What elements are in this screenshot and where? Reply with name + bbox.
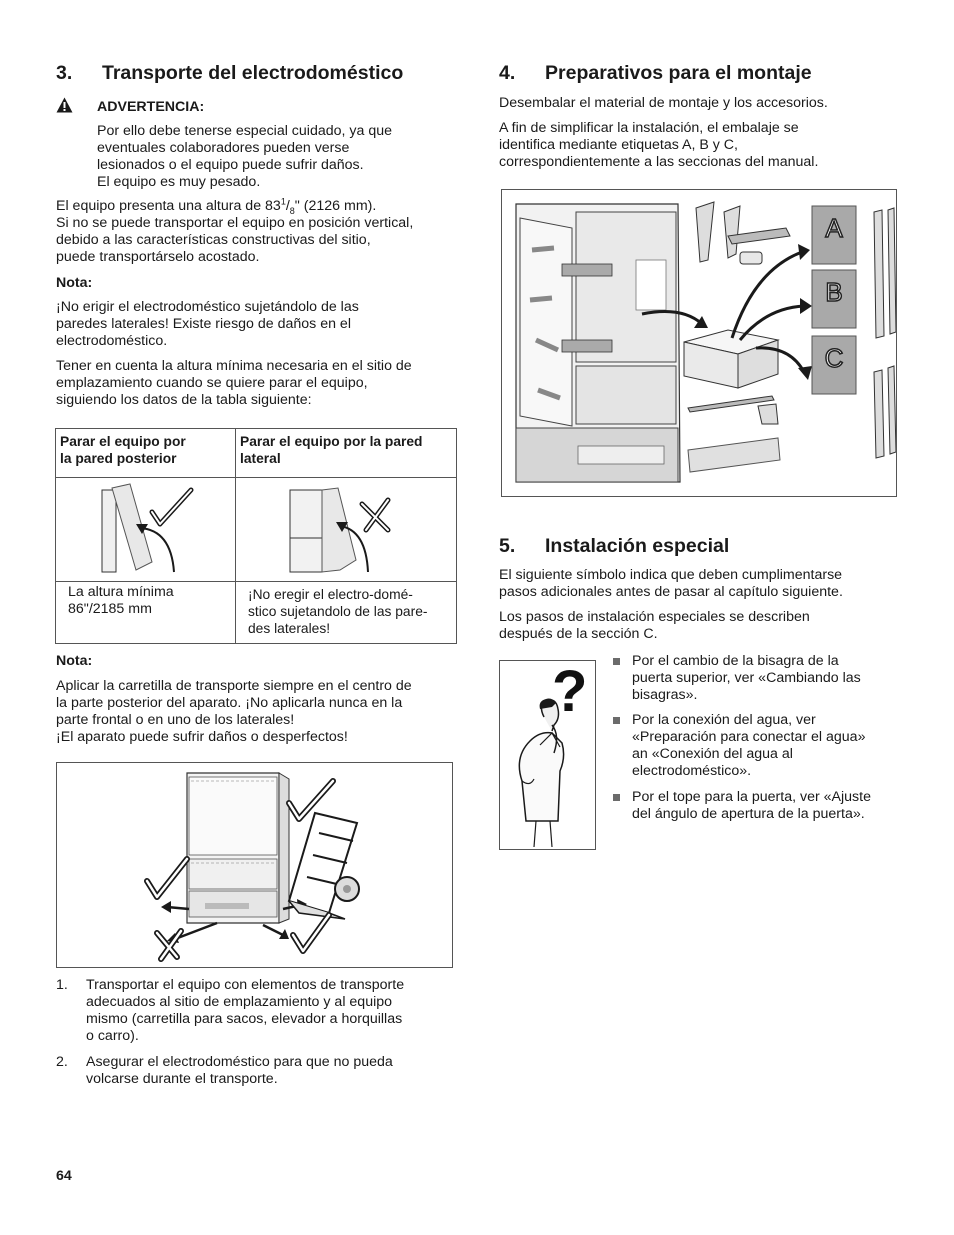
page-number: 64: [56, 1168, 72, 1184]
list-line: electrodoméstico».: [632, 763, 752, 779]
transport-steps: [56, 977, 458, 1092]
bullet-square-icon: [613, 794, 620, 801]
min-height-paragraph: [56, 358, 458, 409]
table-cell-line: ¡No eregir el electro-domé-: [248, 587, 413, 602]
list-line: Por la conexión del agua, ver: [632, 712, 816, 728]
steps-paragraph: [499, 609, 899, 643]
table-header-line: lateral: [240, 451, 281, 466]
table-cell-line: stico sujetandolo de las pare-: [248, 604, 428, 619]
section-title: Preparativos para el montaje: [545, 62, 812, 84]
table-header-line: Parar el equipo por: [60, 434, 186, 449]
paragraph-line: identifica mediante etiquetas A, B y C,: [499, 137, 738, 153]
paragraph-line: A fin de simplificar la instalación, el embalaje se: [499, 120, 799, 136]
table-header-right: [236, 429, 457, 478]
warning-triangle-icon: [56, 97, 73, 113]
rear-wall-illustration: [56, 478, 235, 576]
side-wall-illustration-cell: [236, 478, 457, 582]
list-line: «Preparación para conectar el agua»: [632, 729, 866, 745]
package-label-c: C: [824, 343, 844, 373]
paragraph-line: ¡El aparato puede sufrir daños o desperfectos!: [56, 729, 348, 745]
special-install-list: [613, 653, 913, 833]
rear-wall-illustration-cell: [56, 478, 236, 582]
section-number: 3.: [56, 62, 73, 84]
height-sup: 1: [280, 196, 286, 207]
note-text: [56, 299, 458, 350]
labels-paragraph: [499, 120, 899, 171]
section-title: Transporte del electrodoméstico: [102, 62, 404, 84]
step-text: [86, 977, 458, 1045]
step-text: [86, 1054, 458, 1088]
step-number: 2.: [56, 1054, 68, 1070]
table-cell-line: La altura mínima: [68, 584, 174, 600]
paragraph-line: parte frontal o en uno de los laterales!: [56, 712, 295, 728]
special-install-symbol-frame: [499, 660, 596, 850]
step-line: mismo (carretilla para sacos, elevador a horquillas: [86, 1011, 403, 1027]
section-title: Instalación especial: [545, 535, 730, 557]
section-5-heading: [499, 535, 729, 557]
table-cell-line: 86"/2185 mm: [68, 601, 152, 617]
note-label: Nota:: [56, 275, 93, 291]
list-line: bisagras».: [632, 687, 698, 703]
paragraph-line: emplazamiento cuando se quiere parar el equipo,: [56, 375, 368, 391]
package-label-b: B: [825, 277, 843, 307]
unpack-paragraph: Desembalar el material de montaje y los accesorios.: [499, 95, 828, 111]
paragraph-line: Si no se puede transportar el equipo en posición vertical,: [56, 215, 414, 231]
section-4-heading: [499, 62, 812, 84]
warning-line: eventuales colaboradores pueden verse: [97, 140, 350, 156]
table-cell-line: des laterales!: [248, 621, 331, 636]
paragraph-line: Tener en cuenta la altura mínima necesaria en el sitio de: [56, 358, 412, 374]
warning-line: Por ello debe tenerse especial cuidado, ya que: [97, 123, 392, 139]
warning-title: ADVERTENCIA:: [97, 99, 205, 115]
paragraph-line: siguiendo los datos de la tabla siguiente:: [56, 392, 312, 408]
list-item-text: [632, 653, 912, 704]
step-line: volcarse durante el transporte.: [86, 1071, 278, 1087]
bullet-square-icon: [613, 717, 620, 724]
step-line: Transportar el equipo con elementos de transporte: [86, 977, 405, 993]
height-line: [56, 198, 458, 215]
symbol-paragraph: [499, 567, 899, 601]
height-sub: 8: [289, 205, 295, 216]
list-line: Por el tope para la puerta, ver «Ajuste: [632, 789, 871, 805]
paragraph-line: El siguiente símbolo indica que deben cumplimentarse: [499, 567, 843, 583]
paragraph-line: paredes laterales! Existe riesgo de daños en el: [56, 316, 351, 332]
paragraph-line: después de la sección C.: [499, 626, 658, 642]
hand-truck-illustration-frame: [56, 762, 453, 968]
section-number: 5.: [499, 535, 516, 557]
height-paragraph: [56, 198, 458, 266]
table-header-line: Parar el equipo por la pared: [240, 434, 423, 449]
hand-truck-illustration: [57, 763, 453, 968]
paragraph-line: Aplicar la carretilla de transporte siempre en el centro de: [56, 678, 412, 694]
warning-text: [97, 123, 457, 191]
step-number: 1.: [56, 977, 68, 993]
note-label: Nota:: [56, 653, 93, 669]
step-line: Asegurar el electrodoméstico para que no pueda: [86, 1054, 393, 1070]
paragraph-line: correspondientemente a las seccionas del manual.: [499, 154, 819, 170]
height-pre: El equipo presenta una altura de 83: [56, 198, 281, 214]
packaging-illustration-frame: [501, 189, 897, 497]
note-text: [56, 678, 458, 746]
stand-up-table: [55, 428, 457, 644]
paragraph-line: la parte posterior del aparato. ¡No aplicarla nunca en la: [56, 695, 403, 711]
warning-line: El equipo es muy pesado.: [97, 174, 261, 190]
table-header-line: la pared posterior: [60, 451, 177, 466]
question-mark-icon: ?: [552, 660, 588, 724]
paragraph-line: debido a las características constructivas del sitio,: [56, 232, 371, 248]
paragraph-line: electrodoméstico.: [56, 333, 168, 349]
section-number: 4.: [499, 62, 516, 84]
list-line: Por el cambio de la bisagra de la: [632, 653, 839, 669]
table-cell-left: [56, 582, 236, 644]
step-line: o carro).: [86, 1028, 139, 1044]
table-cell-right: [236, 582, 457, 644]
list-item-text: [632, 712, 912, 780]
package-label-a: A: [825, 213, 843, 243]
paragraph-line: ¡No erigir el electrodoméstico sujetándolo de las: [56, 299, 359, 315]
section-3-heading: [56, 62, 403, 84]
list-line: an «Conexión del agua al: [632, 746, 793, 762]
height-post: " (2126 mm).: [294, 198, 377, 214]
step-line: adecuados al sitio de emplazamiento y al equipo: [86, 994, 393, 1010]
height-slash: /: [285, 198, 290, 214]
warning-line: lesionados o el equipo puede sufrir daños.: [97, 157, 364, 173]
side-wall-illustration: [236, 478, 456, 576]
list-line: puerta superior, ver «Cambiando las: [632, 670, 861, 686]
list-item-text: [632, 789, 912, 823]
paragraph-line: pasos adicionales antes de pasar al capítulo siguiente.: [499, 584, 843, 600]
paragraph-line: puede transportárselo acostado.: [56, 249, 260, 265]
paragraph-line: Los pasos de instalación especiales se describen: [499, 609, 810, 625]
bullet-square-icon: [613, 658, 620, 665]
table-header-left: [56, 429, 236, 478]
list-line: del ángulo de apertura de la puerta».: [632, 806, 865, 822]
